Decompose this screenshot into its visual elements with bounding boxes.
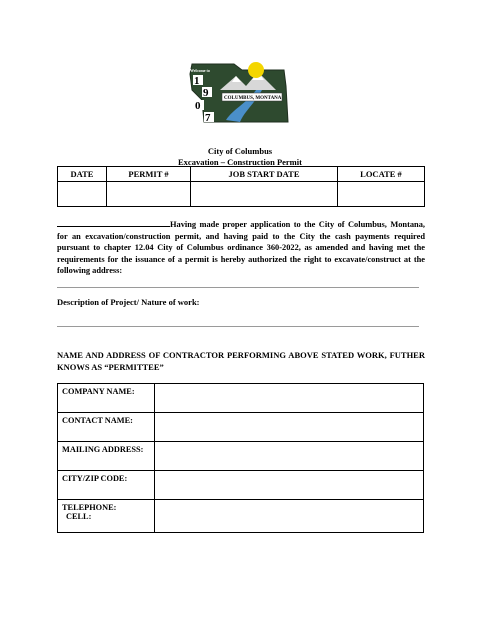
authorization-paragraph (57, 218, 425, 277)
date-cell[interactable] (58, 182, 107, 207)
telephone-field[interactable] (155, 500, 424, 533)
logo-banner: COLUMBUS, MONTANA (224, 96, 282, 101)
contact-name-field[interactable] (155, 413, 424, 442)
permit-number-column-header: PERMIT # (106, 167, 190, 182)
locate-number-cell[interactable] (337, 182, 424, 207)
logo-year-digit-0: 0 (195, 100, 201, 112)
mailing-address-label: MAILING ADDRESS: (58, 442, 155, 471)
authorization-text: Having made proper application to the City of Columbus, Montana, for an excavation/construction permit, and having paid to the City the cash payments required pursuant to chapter 12.04 City of Columbus ordinance 360-2022, as amended and having met the requirements for the issuance of a permit is hereby authorized the right to excavate/construct at the following address: (57, 220, 425, 275)
permit-title: Excavation – Construction Permit (178, 157, 302, 167)
permit-info-table (57, 166, 425, 207)
contractor-table (57, 383, 424, 533)
telephone-label: TELEPHONE: (62, 503, 117, 512)
company-name-field[interactable] (155, 384, 424, 413)
logo-year-digit-1: 1 (194, 75, 200, 87)
date-column-header: DATE (58, 167, 107, 182)
address-line[interactable] (57, 287, 419, 288)
permittee-name-blank[interactable] (57, 218, 170, 227)
city-title: City of Columbus (207, 146, 273, 156)
locate-number-column-header: LOCATE # (337, 167, 424, 182)
cell-label: CELL: (66, 512, 92, 521)
logo-year-digit-9: 9 (203, 87, 209, 99)
city-logo (186, 60, 292, 126)
mailing-address-field[interactable] (155, 442, 424, 471)
job-start-date-column-header: JOB START DATE (191, 167, 338, 182)
job-start-date-cell[interactable] (191, 182, 338, 207)
description-label: Description of Project/ Nature of work: (57, 297, 200, 307)
city-zip-label: CITY/ZIP CODE: (58, 471, 155, 500)
logo-tagline: Welcome to (190, 68, 210, 73)
company-name-label: COMPANY NAME: (58, 384, 155, 413)
contractor-heading: NAME AND ADDRESS OF CONTRACTOR PERFORMING ABOVE STATED WORK, FUTHER KNOWS AS “PERMITTEE” (57, 350, 425, 372)
permit-number-cell[interactable] (106, 182, 190, 207)
description-line[interactable] (57, 326, 419, 327)
city-zip-field[interactable] (155, 471, 424, 500)
logo-year-digit-7: 7 (205, 112, 211, 124)
telephone-cell-label-group (58, 500, 155, 533)
sun-icon (248, 62, 264, 78)
contact-name-label: CONTACT NAME: (58, 413, 155, 442)
